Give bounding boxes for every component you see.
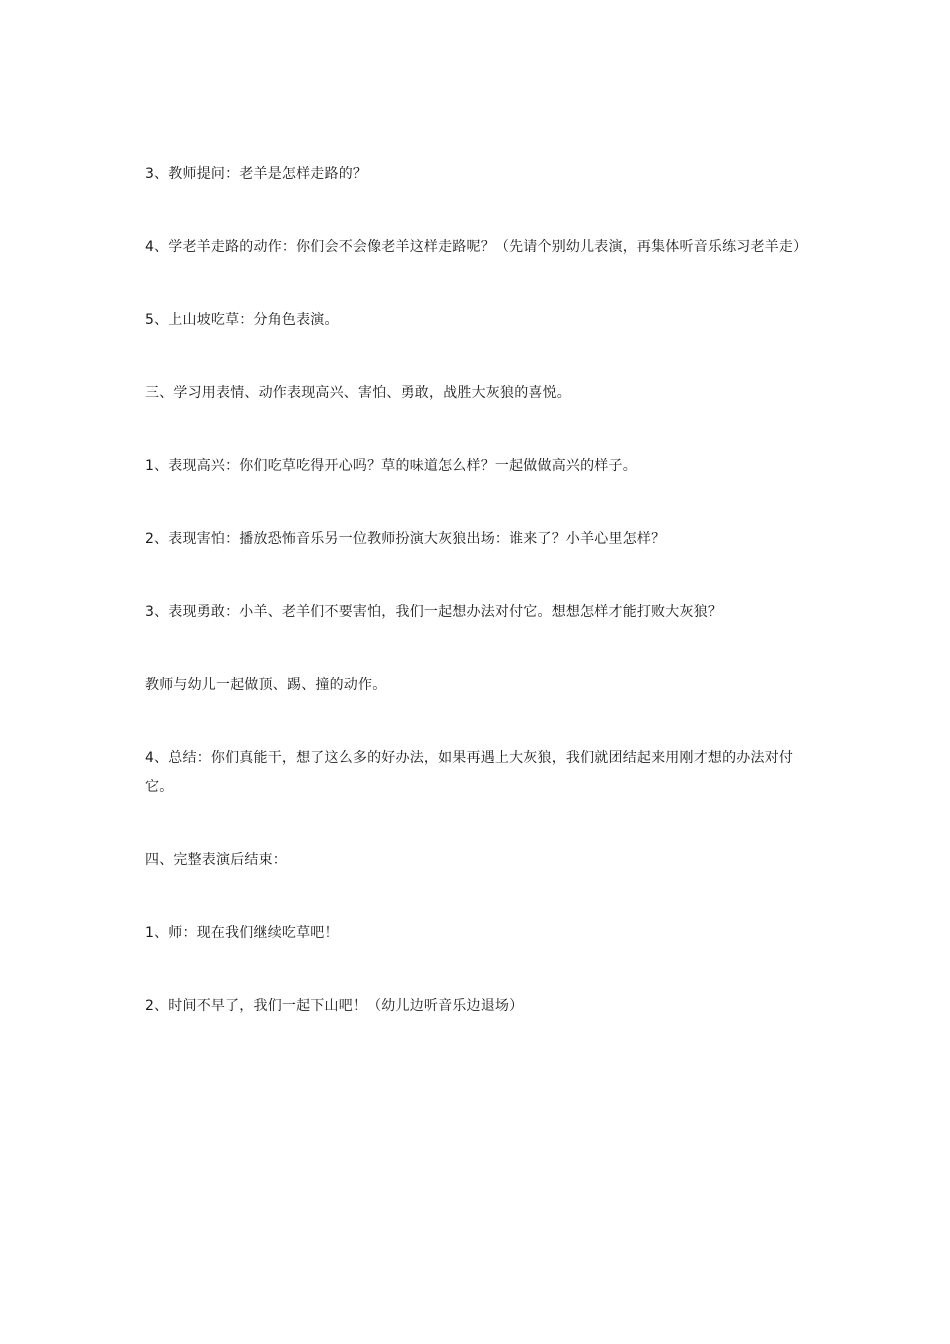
paragraph-continue-grazing: 1、师：现在我们继续吃草吧！ [145,925,339,941]
paragraph-spacer [145,481,815,525]
paragraph-summary: 4、总结：你们真能干，想了这么多的好办法，如果再遇上大灰狼，我们就团结起来用刚才想的办法对付它。 [145,750,794,795]
paragraph-spacer [145,875,815,919]
paragraph-show-brave: 3、表现勇敢：小羊、老羊们不要害怕，我们一起想办法对付它。想想怎样才能打败大灰狼？ [145,604,723,620]
document-body [145,160,815,1021]
paragraph-show-fear: 2、表现害怕：播放恐怖音乐另一位教师扮演大灰狼出场：谁来了？小羊心里怎样？ [145,531,666,547]
paragraph-actions: 教师与幼儿一起做顶、踢、撞的动作。 [145,677,387,693]
paragraph-spacer [145,700,815,744]
paragraph-spacer [145,189,815,233]
paragraph-spacer [145,554,815,598]
section-heading-four: 四、完整表演后结束： [145,852,287,868]
paragraph-step-3-question: 3、教师提问：老羊是怎样走路的？ [145,166,368,182]
paragraph-spacer [145,262,815,306]
paragraph-go-down-mountain: 2、时间不早了，我们一起下山吧！（幼儿边听音乐边退场） [145,998,524,1014]
paragraph-spacer [145,802,815,846]
paragraph-spacer [145,627,815,671]
paragraph-spacer [145,408,815,452]
paragraph-spacer [145,948,815,992]
paragraph-step-5-graze: 5、上山坡吃草：分角色表演。 [145,312,339,328]
paragraph-show-happy: 1、表现高兴：你们吃草吃得开心吗？草的味道怎么样？一起做做高兴的样子。 [145,458,637,474]
section-heading-three: 三、学习用表情、动作表现高兴、害怕、勇敢，战胜大灰狼的喜悦。 [145,385,571,401]
paragraph-spacer [145,335,815,379]
paragraph-step-4-imitate: 4、学老羊走路的动作：你们会不会像老羊这样走路呢？（先请个别幼儿表演，再集体听音乐练习老羊走） [145,239,808,255]
